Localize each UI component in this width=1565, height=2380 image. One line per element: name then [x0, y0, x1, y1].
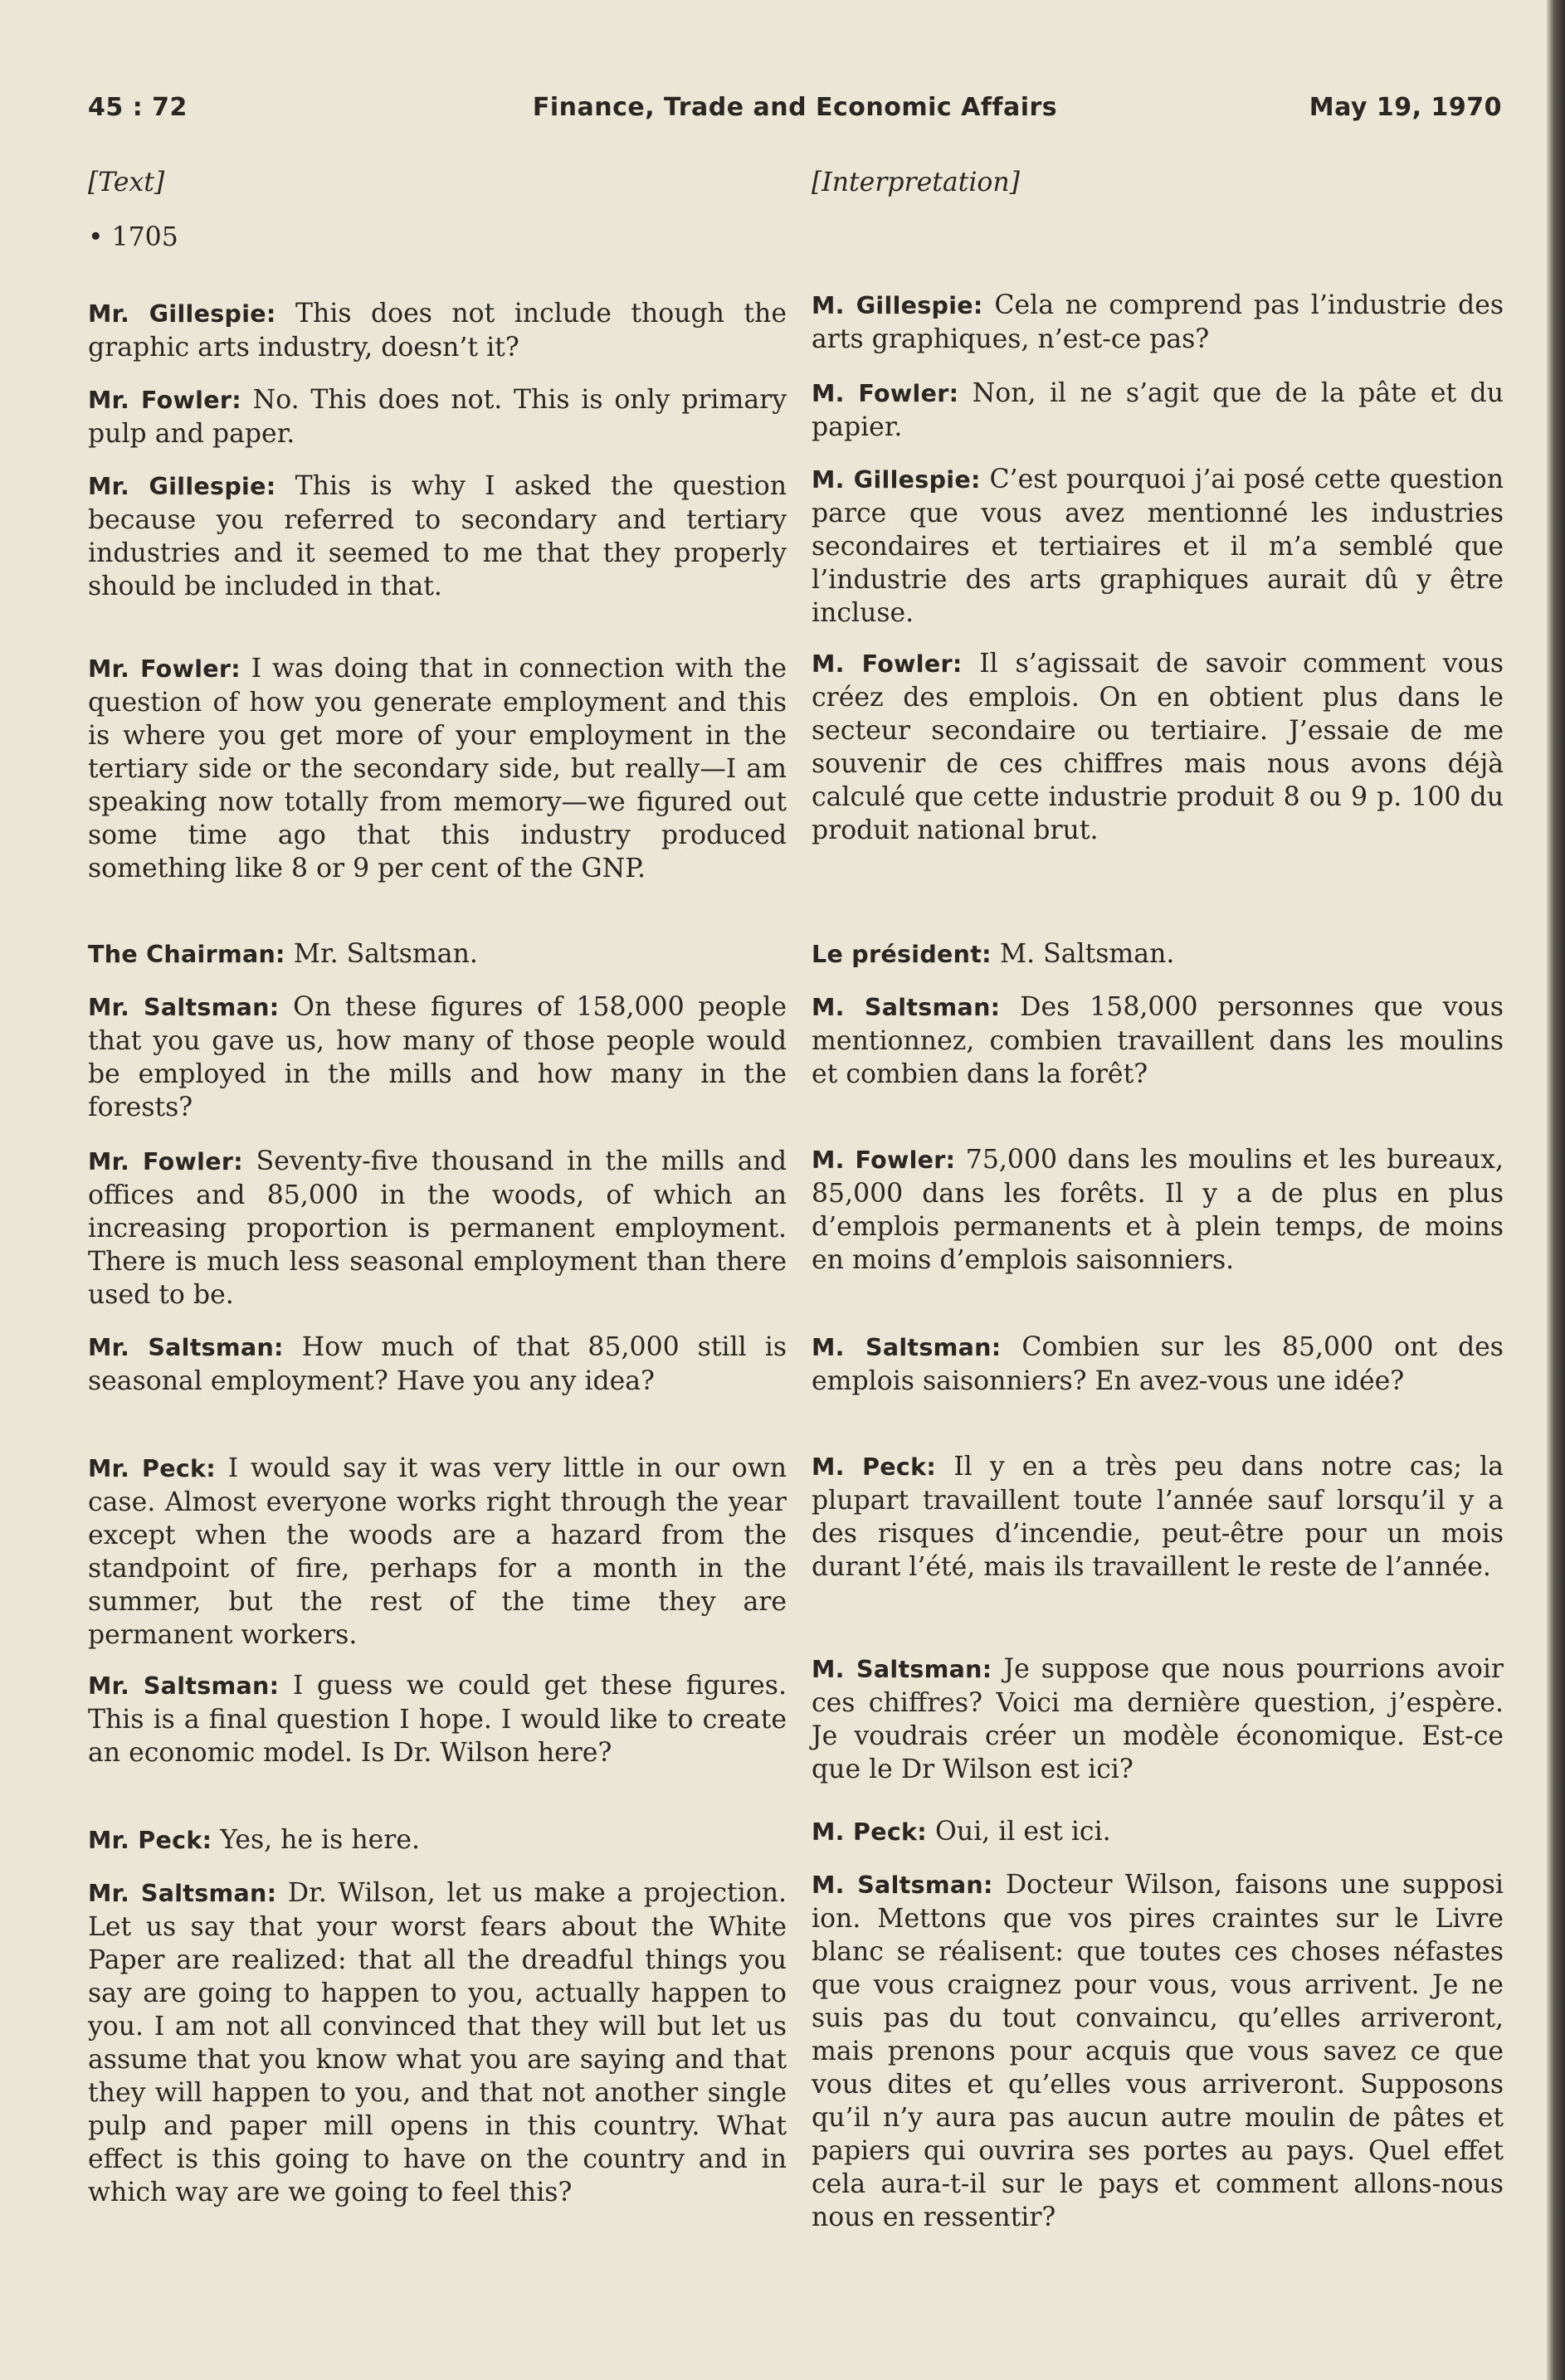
left-para-6 — [88, 990, 787, 1124]
right-para-1 — [812, 289, 1504, 356]
speaker-name: M. Gillespie: — [812, 465, 981, 494]
speech-text: This does not include though the graphic arts industry, doesn’t it? — [88, 298, 787, 363]
french-column — [812, 166, 1504, 2232]
english-label: [Text] — [88, 168, 165, 197]
page-date: May 19, 1970 — [1309, 93, 1502, 122]
speech-text: Cela ne comprend pas l’industrie des arts graphiques, n’est-ce pas? — [812, 290, 1504, 354]
speaker-name: Mr. Saltsman: — [88, 1333, 284, 1361]
right-para-10 — [812, 1652, 1504, 1786]
right-para-12 — [812, 1868, 1504, 2234]
left-para-1 — [88, 297, 787, 364]
page-header — [88, 93, 1502, 134]
speaker-name: M. Saltsman: — [812, 993, 1001, 1021]
speaker-name: M. Saltsman: — [812, 1871, 993, 1899]
running-title: Finance, Trade and Economic Affairs — [532, 93, 1058, 122]
speaker-name: Mr. Saltsman: — [88, 1672, 280, 1700]
speech-text: I was doing that in connection with the question of how you generate employment and this is where you get more of your employment in the tertiary side or the secondary side, but really—I am speaking now totally from memory—we figured out some time ago that this industry produced something like 8 or 9 per cent of the GNP. — [88, 653, 787, 883]
speaker-name: Mr. Peck: — [88, 1454, 216, 1482]
speech-text: I would say it was very little in our own case. Almost everyone works right through the year except when the woods are a hazard from the standpoint of fire, perhaps for a month in the summer, but the rest of the time they are permanent workers. — [88, 1453, 787, 1650]
speaker-name: M. Peck: — [812, 1818, 927, 1846]
time-marker: • 1705 — [88, 222, 178, 252]
english-column — [88, 166, 787, 2207]
speech-text: Je suppose que nous pourrions avoir ces chiffres? Voici ma dernière question, j’espère. Je voudrais créer un modèle économique. Est-ce que le Dr Wilson est ici? — [812, 1653, 1504, 1784]
speech-text: Yes, he is here. — [212, 1824, 421, 1855]
speech-text: Docteur Wilson, faisons une supposi ion. Mettons que vos pires craintes sur le Livre blanc se réalisent: que toutes ces choses néfastes que vous craignez pour vous, vous arrivent. Je ne suis pas du tout convaincu, qu’elles arriveront, mais prenons pour acquis que vous savez ce que vous dites et qu’elles vous arriveront. Supposons qu’il n’y aura pas aucun autre moulin de pâtes et papiers qui ouvrira ses portes au pays. Quel effet cela aura-t-il sur le pays et comment allons-nous nous en ressentir? — [812, 1869, 1504, 2232]
french-label: [Interpretation] — [812, 168, 1020, 197]
right-para-11 — [812, 1815, 1504, 1849]
speaker-name: Mr. Gillespie: — [88, 472, 276, 500]
left-para-7 — [88, 1145, 787, 1312]
right-para-3 — [812, 463, 1504, 630]
left-para-4 — [88, 652, 787, 885]
speaker-name: M. Peck: — [812, 1453, 937, 1481]
speech-text: Combien sur les 85,000 ont des emplois saisonniers? En avez-vous une idée? — [812, 1331, 1504, 1396]
right-para-9 — [812, 1450, 1504, 1584]
speech-text: I guess we could get these figures. This is a final question I hope. I would like to create an economic model. Is Dr. Wilson here? — [88, 1670, 787, 1768]
speech-text: Mr. Saltsman. — [285, 938, 478, 969]
speech-text: 75,000 dans les moulins et les bureaux, 85,000 dans les forêts. Il y a de plus en plus d’emplois permanents et à plein temps, de moins en moins d’emplois saisonniers. — [812, 1144, 1504, 1275]
speaker-name: Mr. Fowler: — [88, 655, 241, 683]
speaker-name: M. Saltsman: — [812, 1333, 1002, 1361]
right-para-2 — [812, 377, 1504, 444]
speaker-name: Le président: — [812, 940, 992, 968]
speaker-name: Mr. Gillespie: — [88, 299, 276, 328]
page-number: 45 : 72 — [88, 93, 188, 122]
speech-text: No. This does not. This is only primary pulp and paper. — [88, 384, 787, 449]
speech-text: M. Saltsman. — [991, 938, 1175, 969]
right-para-7 — [812, 1143, 1504, 1277]
speaker-name: Mr. Peck: — [88, 1826, 212, 1854]
speech-text: Seventy-five thousand in the mills and offices and 85,000 in the woods, of which an increasing proportion is permanent employment. There is much less seasonal employment than there used to be. — [88, 1146, 787, 1310]
speaker-name: Mr. Fowler: — [88, 386, 241, 414]
speaker-name: M. Fowler: — [812, 650, 963, 678]
right-para-6 — [812, 990, 1504, 1091]
left-para-2 — [88, 383, 787, 450]
right-para-4 — [812, 647, 1504, 847]
speaker-name: M. Fowler: — [812, 1146, 956, 1174]
speech-text: Il y en a très peu dans notre cas; la plupart travaillent toute l’année sauf lorsqu’il y a des risques d’incendie, peut-être pour un mois durant l’été, mais ils travaillent le reste de l’année. — [812, 1451, 1504, 1582]
right-para-5 — [812, 937, 1504, 971]
speech-text: Il s’agissait de savoir comment vous créez des emplois. On en obtient plus dans le secteur secondaire ou tertiaire. J’essaie de me souvenir de ces chiffres mais nous avons déjà calculé que cette industrie produit 8 ou 9 p. 100 du produit national brut. — [812, 648, 1504, 845]
speaker-name: M. Saltsman: — [812, 1655, 992, 1683]
speech-text: Dr. Wilson, let us make a projection. Let us say that your worst fears about the White Paper are realized: that all the dreadful things you say are going to happen to you, actually happen to you. I am not all convinced that they will but let us assume that you know what you are saying and that they will happen to you, and that not another single pulp and paper mill opens in this country. What effect is this going to have on the country and in which way are we going to feel this? — [88, 1877, 787, 2207]
speech-text: How much of that 85,000 still is seasonal employment? Have you any idea? — [88, 1331, 787, 1396]
left-para-9 — [88, 1452, 787, 1652]
speaker-name: Mr. Saltsman: — [88, 1879, 277, 1907]
speaker-name: M. Fowler: — [812, 379, 959, 407]
speaker-name: M. Gillespie: — [812, 291, 983, 319]
page-edge-shadow — [1547, 0, 1565, 2380]
left-para-12 — [88, 1876, 787, 2209]
left-para-5 — [88, 937, 787, 971]
right-para-8 — [812, 1331, 1504, 1398]
speech-text: On these figures of 158,000 people that you gave us, how many of those people would be employed in the mills and how many in the forests? — [88, 991, 787, 1122]
left-para-11 — [88, 1823, 787, 1857]
speech-text: Des 158,000 personnes que vous mentionnez, combien travaillent dans les moulins et combien dans la forêt? — [812, 991, 1504, 1089]
speaker-name: Mr. Saltsman: — [88, 993, 280, 1021]
speech-text: Oui, il est ici. — [926, 1816, 1111, 1847]
left-para-3 — [88, 470, 787, 603]
speaker-name: Mr. Fowler: — [88, 1147, 243, 1175]
left-para-8 — [88, 1331, 787, 1398]
speech-text: This is why I asked the question because you referred to secondary and tertiary industries and it seemed to me that they properly should be included in that. — [88, 470, 787, 601]
speech-text: C’est pourquoi j’ai posé cette question parce que vous avez mentionné les industries secondaires et tertiaires et il m’a semblé que l’industrie des arts graphiques aurait dû y être incluse. — [812, 464, 1504, 628]
left-para-10 — [88, 1669, 787, 1769]
speaker-name: The Chairman: — [88, 940, 285, 968]
speech-text: Non, il ne s’agit que de la pâte et du papier. — [812, 377, 1504, 442]
